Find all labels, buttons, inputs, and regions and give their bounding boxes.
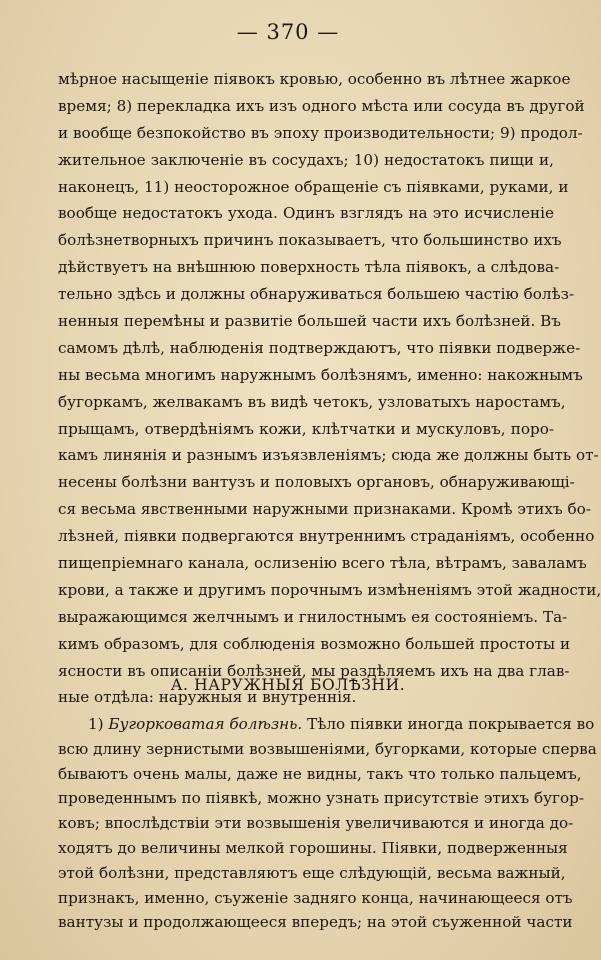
text-line: ковъ; впослѣдствіи эти возвышенія увеличиваются и иногда до- xyxy=(58,814,574,833)
text-line: кимъ образомъ, для соблюденія возможно большей простоты и xyxy=(58,634,571,653)
section-paragraph xyxy=(58,712,597,935)
text-line: ненныя перемѣны и развитіе большей части ихъ болѣзней. Въ xyxy=(58,312,561,331)
text-line: прыщамъ, отвердѣніямъ кожи, клѣтчатки и мускуловъ, поро- xyxy=(58,419,554,438)
text-line: ся весьма явственными наружными признаками. Кромѣ этихъ бо- xyxy=(58,500,591,519)
text-line: болѣзнетворныхъ причинъ показываетъ, что большинство ихъ xyxy=(58,231,562,250)
text-line: несены болѣзни вантузъ и половыхъ органовъ, обнаруживающі- xyxy=(58,473,575,492)
text-line: выражающимся желчнымъ и гнилостнымъ ея состояніемъ. Та- xyxy=(58,607,568,626)
text-line: проведеннымъ по піявкѣ, можно узнать присутствіе этихъ бугор- xyxy=(58,789,584,808)
text-line: этой болѣзни, представляютъ еще слѣдующій, весьма важный, xyxy=(58,863,566,882)
page-number: — 370 — xyxy=(236,20,340,44)
text-line: тельно здѣсь и должны обнаруживаться большею частію болѣз- xyxy=(58,285,575,304)
text-line: лѣзней, піявки подвергаются внутреннимъ страданіямъ, особенно xyxy=(58,527,595,546)
text-line: крови, а также и другимъ порочнымъ измѣненіямъ этой жадности, xyxy=(58,580,601,599)
text-line: бугоркамъ, желвакамъ въ видѣ четокъ, узловатыхъ наростамъ, xyxy=(58,392,566,411)
text-line: вантузы и продолжающееся впередъ; на этой съуженной части xyxy=(58,913,573,932)
text-line-last: ные отдѣла: наружныя и внутреннія. xyxy=(58,688,357,707)
text-line: и вообще безпокойство въ эпоху производительности; 9) продол- xyxy=(58,123,583,142)
text-line: бываютъ очень малы, даже не видны, такъ что только пальцемъ, xyxy=(58,764,582,783)
section-first-line xyxy=(58,712,595,737)
text-line: самомъ дѣлѣ, наблюденія подтверждаютъ, что піявки подверже- xyxy=(58,338,581,357)
text-line: всю длину зернистыми возвышеніями, бугорками, которые сперва xyxy=(58,739,597,758)
text-line: камъ линянія и разнымъ изъязвленіямъ; сюда же должны быть от- xyxy=(58,446,599,465)
text-line: наконецъ, 11) неосторожное обращеніе съ піявками, руками, и xyxy=(58,177,569,196)
section-heading: А. НАРУЖНЫЯ БОЛѢЗНИ. xyxy=(170,676,406,694)
text-line: пищепріемнаго канала, ослизенію всего тѣла, вѣтрамъ, заваламъ xyxy=(58,554,587,573)
text-line: дѣйствуетъ на внѣшнюю поверхность тѣла піявокъ, а слѣдова- xyxy=(58,258,560,277)
text-line: ны весьма многимъ наружнымъ болѣзнямъ, именно: накожнымъ xyxy=(58,365,583,384)
paragraph-1 xyxy=(58,66,601,711)
section-number: 1) xyxy=(88,715,104,733)
text-line: вообще недостатокъ ухода. Одинъ взглядъ на это исчисленіе xyxy=(58,204,554,223)
section-italic-title: Бугорковатая болѣзнь. xyxy=(108,715,303,733)
text-line: мѣрное насыщеніе піявокъ кровью, особенно въ лѣтнее жаркое xyxy=(58,70,571,88)
text-line: ясности въ описаніи болѣзней, мы раздѣляемъ ихъ на два глав- xyxy=(58,661,570,680)
text-line: жительное заключеніе въ сосудахъ; 10) недостатокъ пищи и, xyxy=(58,150,554,169)
text-line: ходятъ до величины мелкой горошины. Піявки, подверженныя xyxy=(58,838,568,857)
section-first-line-text: Тѣло піявки иногда покрывается во xyxy=(307,715,595,733)
text-line: признакъ, именно, съуженіе задняго конца, начинающееся отъ xyxy=(58,888,573,907)
text-line: время; 8) перекладка ихъ изъ одного мѣста или сосуда въ другой xyxy=(58,96,585,115)
